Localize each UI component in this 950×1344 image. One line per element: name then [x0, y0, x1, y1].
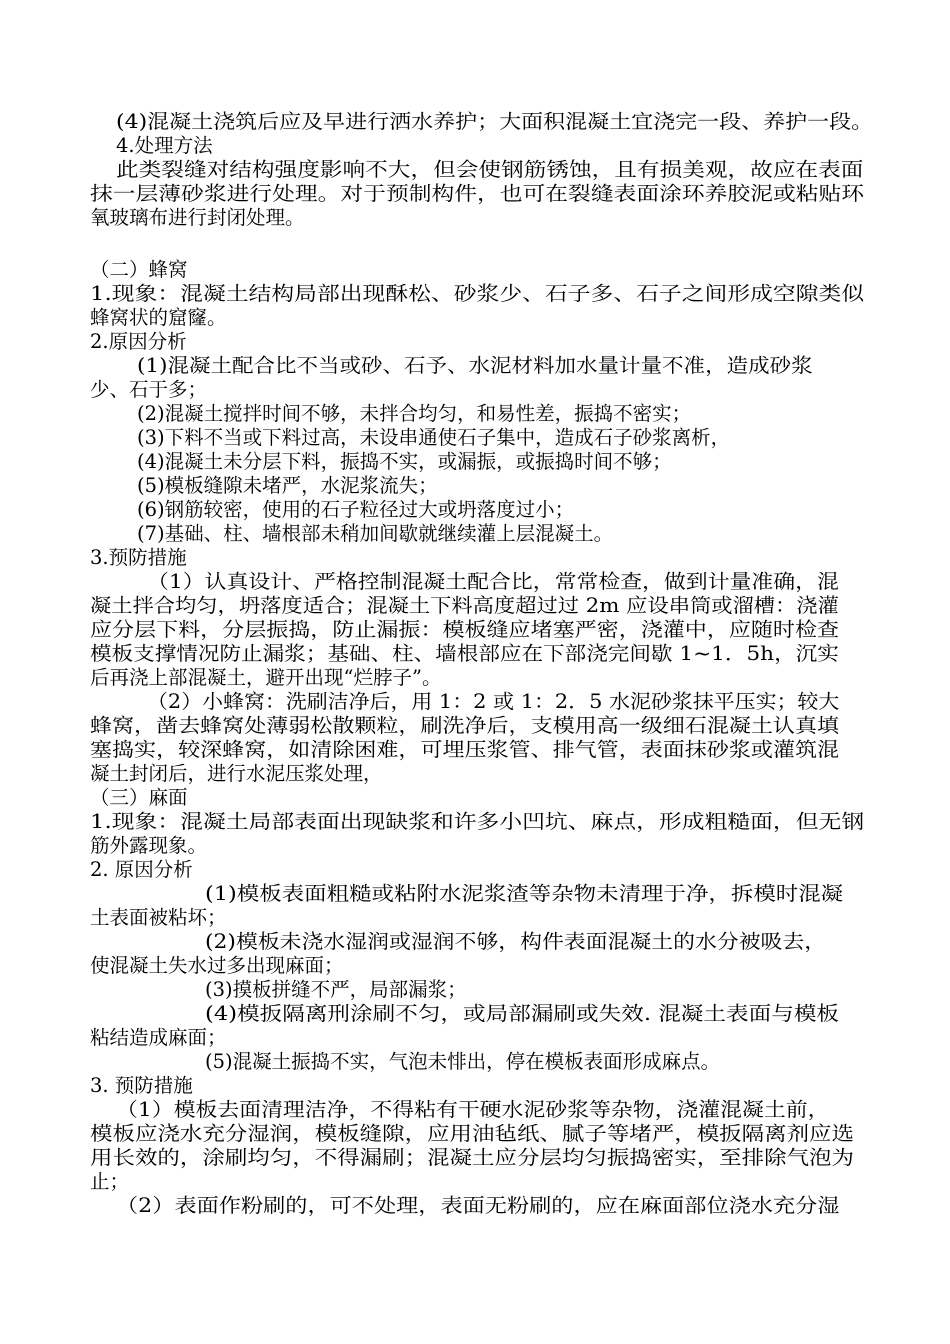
text-line: （二）蜂窝 — [90, 258, 188, 281]
text-line: 土表面被粘坏； — [90, 906, 227, 929]
text-line: 4.处理方法 — [116, 134, 213, 157]
text-line: 粘结造成麻面； — [90, 1026, 227, 1049]
text-line: （2）表面作粉刷的，可不处理，表面无粉刷的，应在麻面部位浇水充分湿 — [116, 1194, 840, 1217]
text-line: 2. 原因分析 — [90, 858, 193, 881]
text-line: 使混凝土失水过多出现麻面； — [90, 954, 344, 977]
text-line: 筋外露现象。 — [90, 834, 208, 857]
text-line: (3)摸板拼缝不严，局部漏浆； — [205, 978, 467, 1001]
text-line: (1)混凝土配合比不当或砂、石予、水泥材料加水量计量不准，造成砂浆 — [137, 354, 813, 377]
text-line: （1）模板去面清理洁净，不得粘有干硬水泥砂浆等杂物，浇灌混凝土前， — [116, 1098, 830, 1121]
text-line: 用长效的，涂刷均匀，不得漏刷；混凝土应分层均匀振捣密实，至排除气泡为 — [90, 1146, 855, 1169]
text-line: (7)基础、柱、墙根部未稍加间歇就继续灌上层混凝土。 — [137, 522, 614, 545]
text-line: (5)模板缝隙未堵严，水泥浆流失； — [137, 474, 438, 497]
text-line: 模板支撑情况防止漏浆；基础、柱、墙根部应在下部浇完间歇 1~1．5h，沉实 — [90, 642, 839, 665]
text-line: (4)模扳隔离刑涂刷不匀，或局部漏刷或失效. 混凝土表面与模板 — [205, 1002, 840, 1025]
text-line: (2)混凝土搅拌时间不够，未拌合均匀，和易性差，振捣不密实； — [137, 402, 692, 425]
text-line: 抹一层薄砂浆进行处理。对于预制构件，也可在裂缝表面涂环养胶泥或粘贴环 — [90, 182, 865, 205]
text-line: 2.原因分析 — [90, 330, 187, 353]
text-line: (1)模板表面粗糙或粘附水泥浆渣等杂物未清理于净，拆模时混凝 — [205, 882, 844, 905]
text-line: (5)混凝土振捣不实，气泡未悱出，停在模板表面形成麻点。 — [205, 1050, 721, 1073]
text-line: (4)混凝土未分层下料，振捣不实，或漏振，或振捣时间不够； — [137, 450, 672, 473]
text-line: 应分层下料，分层振捣，防止漏振：模板缝应堵塞严密，浇灌中，应随时检查 — [90, 618, 840, 641]
text-line: 凝土拌合均匀，坍落度适合；混凝土下料高度超过过 2m 应设串筒或溜槽：浇灌 — [90, 594, 839, 617]
text-line: （1）认真设计、严格控制混凝土配合比，常常检查，做到计量准确，混 — [147, 570, 839, 593]
text-line: （三）麻面 — [90, 786, 188, 809]
text-line: 后再浇上部混凝土，避开出现“烂脖子”。 — [90, 666, 442, 689]
text-line: 凝土封闭后，进行水泥压浆处理， — [90, 762, 383, 785]
text-line: 此类裂缝对结构强度影响不大，但会使钢筋锈蚀，且有损美观，故应在表面 — [116, 158, 864, 181]
text-line: 模板应浇水充分湿润，模板缝隙，应用油毡纸、腻子等堵严，模扳隔离剂应选 — [90, 1122, 855, 1145]
text-line: 止； — [90, 1170, 130, 1193]
text-line: (4)混凝土浇筑后应及早进行洒水养护；大面积混凝土宜浇完一段、养护一段。 — [116, 110, 874, 133]
text-line: (3)下料不当或下料过高，未设串通使石子集中，造成石子砂浆离析， — [137, 426, 731, 449]
text-line: 1.现象：混凝土结构局部出现酥松、砂浆少、石子多、石子之间形成空隙类似 — [90, 282, 865, 305]
text-line: 3. 预防措施 — [90, 1074, 193, 1097]
text-line: 1.现象：混凝土局部表面出现缺浆和许多小凹坑、麻点，形成粗糙面，但无钢 — [90, 810, 865, 833]
text-line: 塞捣实，较深蜂窝，如清除困难，可埋压浆管、排气管，表面抹砂浆或灌筑混 — [90, 738, 840, 761]
text-line: 蜂窝，凿去蜂窝处薄弱松散颗粒，刷洗净后，支模用高一级细石混凝土认真填 — [90, 714, 840, 737]
text-line: (6)钢筋较密，使用的石子粒径过大或坍落度过小； — [137, 498, 575, 521]
text-line: 蜂窝状的窟窿。 — [90, 306, 227, 329]
text-line: 氧玻璃布进行封闭处理。 — [90, 206, 305, 229]
text-line: （2）小蜂窝：洗刷洁净后，用 1：2 或 1：2．5 水泥砂浆抹平压实；较大 — [147, 690, 840, 713]
text-line: (2)模板未浇水湿润或湿润不够，构件表面混凝土的水分被吸去， — [205, 930, 827, 953]
text-line: 3.预防措施 — [90, 546, 187, 569]
text-line: 少、石于多； — [90, 378, 208, 401]
